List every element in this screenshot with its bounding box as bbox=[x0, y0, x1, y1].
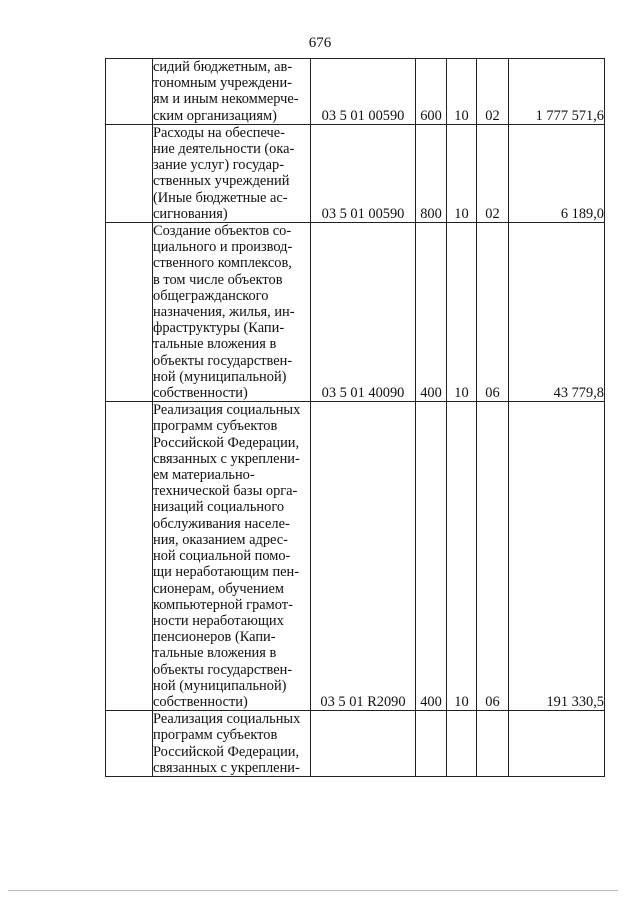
item-name-line: Российской Федерации, bbox=[153, 743, 300, 760]
subsection-cell bbox=[477, 711, 509, 777]
item-name-line: сидий бюджетным, ав- bbox=[153, 59, 293, 75]
item-name-line: фраструктуры (Капи- bbox=[153, 320, 285, 337]
subsection-cell: 02 bbox=[477, 124, 509, 222]
item-name-line: ной (муниципальной) bbox=[153, 368, 287, 385]
target-code-cell: 03 5 01 00590 bbox=[311, 59, 416, 125]
item-name-line: ние деятельности (ока- bbox=[153, 141, 295, 158]
item-name-line: связанных с укреплени- bbox=[153, 450, 300, 467]
amount-cell: 191 330,5 bbox=[509, 402, 605, 711]
item-name-line: программ субъектов bbox=[153, 418, 278, 435]
item-name-cell bbox=[153, 711, 311, 777]
item-name-line: Реализация социальных bbox=[153, 402, 301, 419]
target-code-cell: 03 5 01 00590 bbox=[311, 124, 416, 222]
table-row bbox=[106, 59, 605, 125]
item-name-line: объекты государствен- bbox=[153, 661, 293, 678]
scan-edge-divider bbox=[8, 890, 618, 891]
item-name-line: программ субъектов bbox=[153, 727, 278, 744]
item-name-line: щи неработающим пен- bbox=[153, 564, 300, 581]
item-name-line: тальные вложения в bbox=[153, 336, 277, 353]
table-row bbox=[106, 223, 605, 402]
row-number-cell bbox=[106, 124, 153, 222]
target-code-cell bbox=[311, 711, 416, 777]
amount-cell: 1 777 571,6 bbox=[509, 59, 605, 125]
amount-cell bbox=[509, 711, 605, 777]
item-name-cell bbox=[153, 124, 311, 222]
item-name-line: сионерам, обучением bbox=[153, 580, 284, 597]
item-name-line: ским организациям) bbox=[153, 107, 277, 124]
section-cell: 10 bbox=[447, 124, 477, 222]
section-cell: 10 bbox=[447, 223, 477, 402]
page-number: 676 bbox=[308, 35, 332, 51]
item-name-line: в том числе объектов bbox=[153, 271, 283, 288]
item-name-line: ственного комплексов, bbox=[153, 255, 292, 272]
table-row bbox=[106, 711, 605, 777]
target-code-cell: 03 5 01 40090 bbox=[311, 223, 416, 402]
row-number-cell bbox=[106, 223, 153, 402]
item-name-line: компьютерной грамот- bbox=[153, 596, 293, 613]
row-number-cell bbox=[106, 711, 153, 777]
expense-type-cell: 400 bbox=[416, 223, 447, 402]
row-number-cell bbox=[106, 402, 153, 711]
item-name-line: тальные вложения в bbox=[153, 645, 277, 662]
target-code-cell: 03 5 01 R2090 bbox=[311, 402, 416, 711]
item-name-line: ям и иным некоммерче- bbox=[153, 91, 299, 108]
item-name-line: циального и производ- bbox=[153, 239, 293, 256]
item-name-line: ственных учреждений bbox=[153, 173, 290, 190]
table-row bbox=[106, 124, 605, 222]
item-name-line: Расходы на обеспече- bbox=[153, 124, 285, 141]
item-name-line: пенсионеров (Капи- bbox=[153, 629, 276, 646]
item-name-cell bbox=[153, 59, 311, 125]
item-name-cell bbox=[153, 223, 311, 402]
item-name-line: общегражданского bbox=[153, 287, 269, 304]
item-name-line: тономным учреждени- bbox=[153, 75, 292, 92]
subsection-cell: 02 bbox=[477, 59, 509, 125]
item-name-line: низаций социального bbox=[153, 499, 285, 516]
item-name-line: назначения, жилья, ин- bbox=[153, 304, 295, 321]
item-name-line: Российской Федерации, bbox=[153, 434, 300, 451]
expense-type-cell: 600 bbox=[416, 59, 447, 125]
item-name-line: ем материально- bbox=[153, 467, 255, 484]
item-name-line: зание услуг) государ- bbox=[153, 157, 284, 174]
amount-cell: 6 189,0 bbox=[509, 124, 605, 222]
item-name-line: сигнования) bbox=[153, 205, 228, 222]
subsection-cell: 06 bbox=[477, 223, 509, 402]
amount-cell: 43 779,8 bbox=[509, 223, 605, 402]
item-name-line: Создание объектов со- bbox=[153, 223, 292, 240]
section-cell bbox=[447, 711, 477, 777]
item-name-line: Реализация социальных bbox=[153, 711, 301, 728]
row-number-cell bbox=[106, 59, 153, 125]
expense-type-cell bbox=[416, 711, 447, 777]
section-cell: 10 bbox=[447, 59, 477, 125]
item-name-line: ности неработающих bbox=[153, 612, 284, 629]
budget-table bbox=[105, 58, 605, 777]
item-name-line: собственности) bbox=[153, 385, 248, 402]
item-name-line: технической базы орга- bbox=[153, 483, 298, 500]
item-name-line: (Иные бюджетные ас- bbox=[153, 189, 288, 206]
table-row bbox=[106, 402, 605, 711]
section-cell: 10 bbox=[447, 402, 477, 711]
item-name-cell bbox=[153, 402, 311, 711]
item-name-line: обслуживания населе- bbox=[153, 515, 290, 532]
budget-table-body bbox=[106, 59, 605, 777]
expense-type-cell: 400 bbox=[416, 402, 447, 711]
item-name-line: объекты государствен- bbox=[153, 352, 293, 369]
item-name-line: собственности) bbox=[153, 693, 248, 710]
item-name-line: ной социальной помо- bbox=[153, 548, 291, 565]
item-name-line: связанных с укреплени- bbox=[153, 759, 300, 776]
expense-type-cell: 800 bbox=[416, 124, 447, 222]
subsection-cell: 06 bbox=[477, 402, 509, 711]
item-name-line: ной (муниципальной) bbox=[153, 677, 287, 694]
item-name-line: ния, оказанием адрес- bbox=[153, 531, 288, 548]
